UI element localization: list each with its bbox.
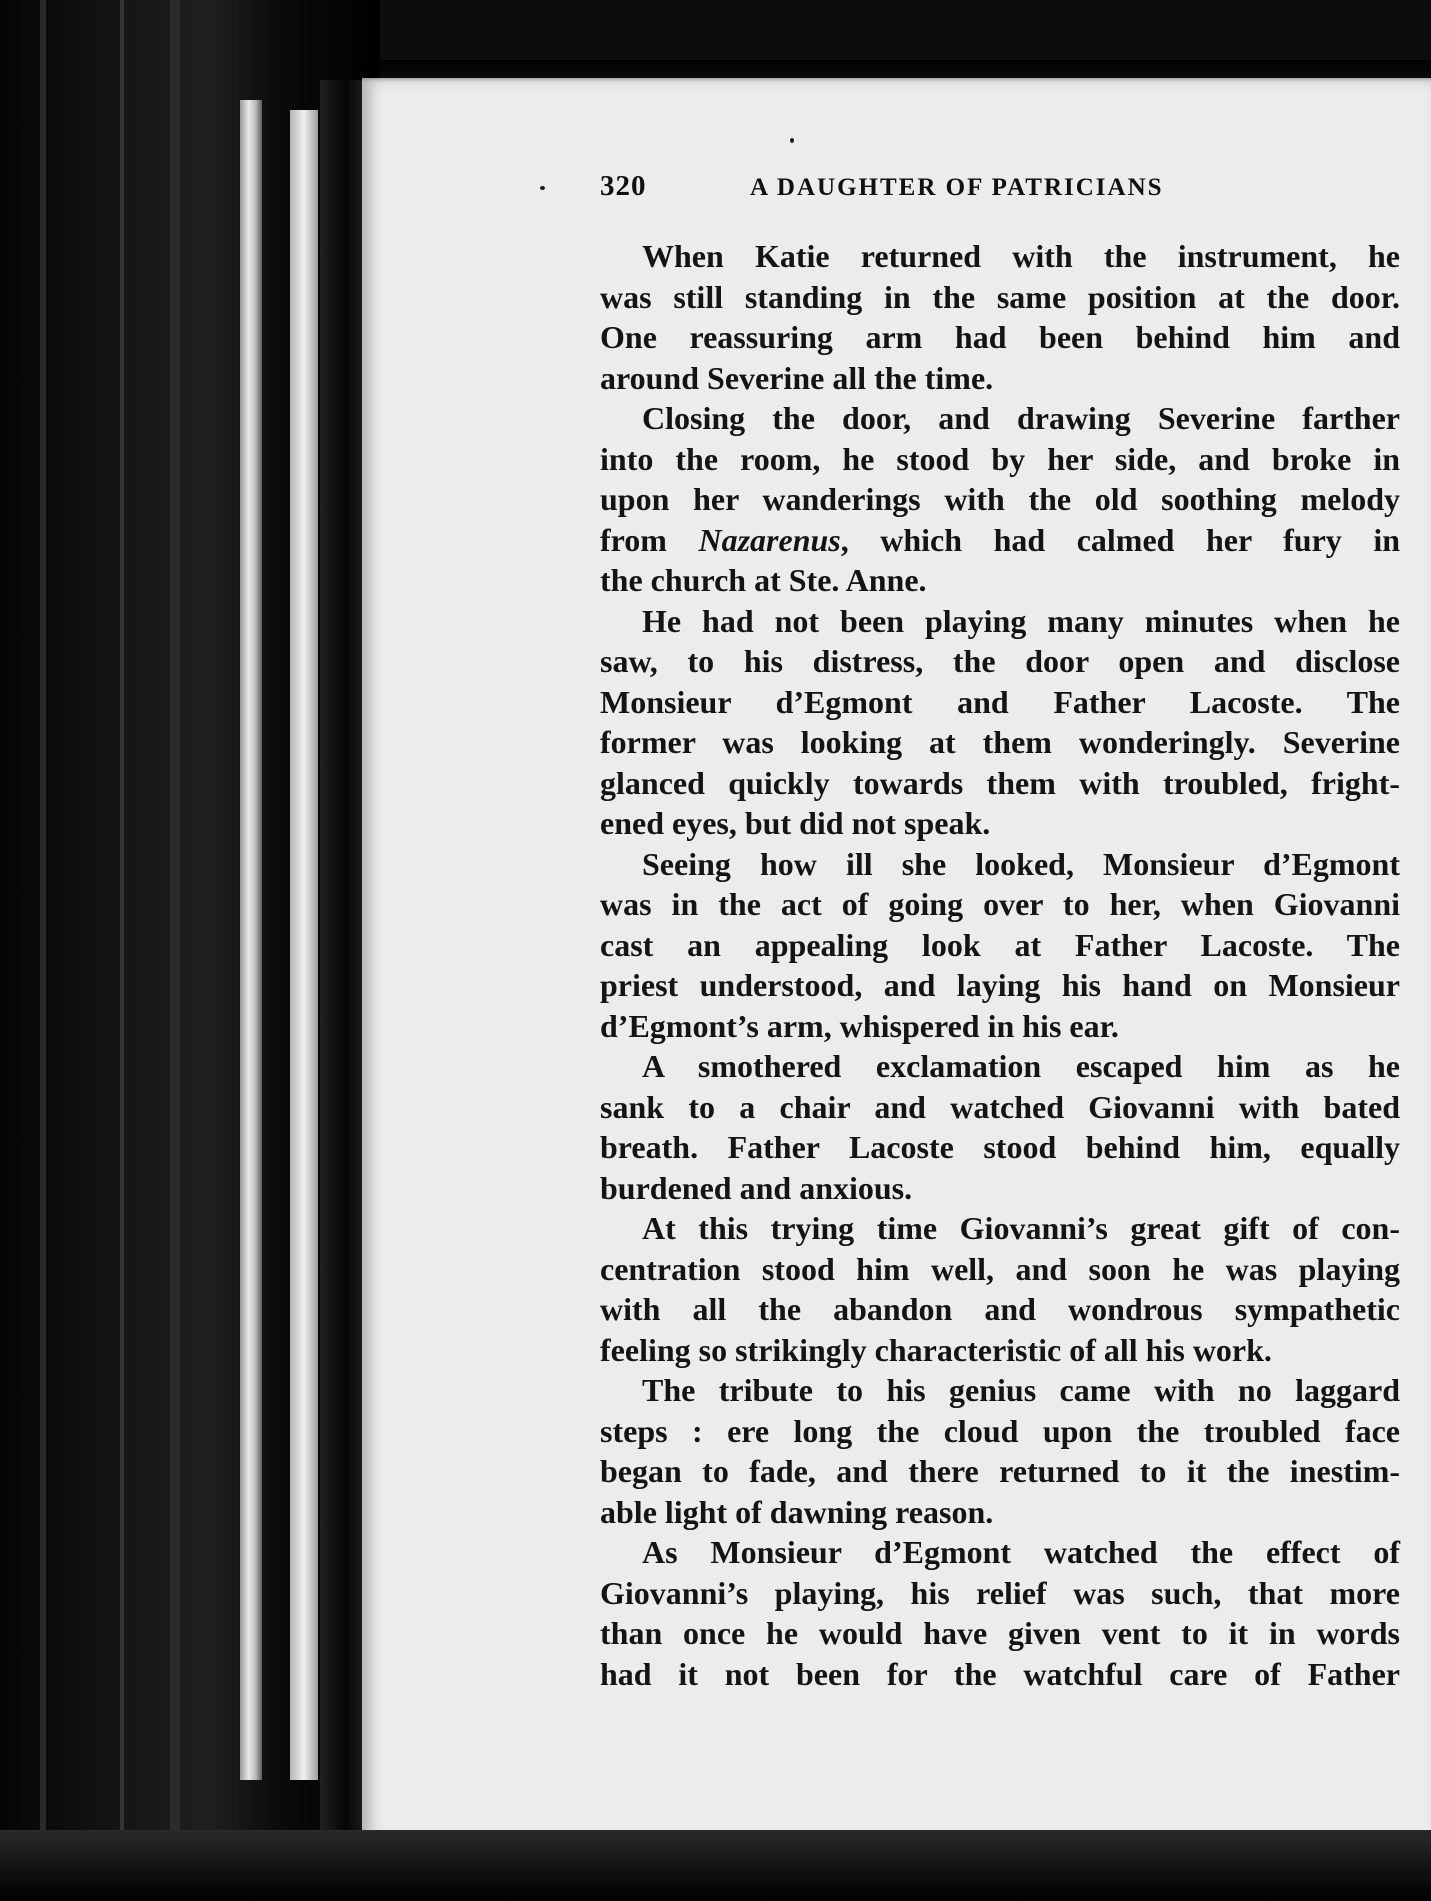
running-head xyxy=(600,170,1240,203)
text-line: steps : ere long the cloud upon the troubled face xyxy=(600,1412,1400,1449)
spine-streak xyxy=(120,0,124,1901)
text-line: priest understood, and laying his hand on Monsieur xyxy=(600,967,1400,1003)
text-line: cast an appealing look at Father Lacoste. The xyxy=(600,926,1400,963)
italic-title: Nazarenus xyxy=(698,521,841,558)
text-line: with all the abandon and wondrous sympathetic xyxy=(600,1291,1400,1327)
text-line: Monsieur d’Egmont and Father Lacoste. The xyxy=(600,683,1400,720)
paragraph xyxy=(600,236,1400,398)
page-edges-right xyxy=(290,110,318,1780)
text-line: than once he would have given vent to it in words xyxy=(600,1615,1400,1651)
spine-streak xyxy=(40,0,46,1901)
text-line: Giovanni’s playing, his relief was such, that more xyxy=(600,1574,1400,1611)
text-line: centration stood him well, and soon he was playing xyxy=(600,1250,1400,1287)
text-line: the church at Ste. Anne. xyxy=(600,562,927,598)
paragraph xyxy=(600,1532,1400,1694)
text-line: sank to a chair and watched Giovanni with bated xyxy=(600,1088,1400,1125)
text-line: former was looking at them wonderingly. Severine xyxy=(600,724,1400,760)
book-title: A DAUGHTER OF PATRICIANS xyxy=(750,174,1164,201)
text-line: had it not been for the watchful care of Father xyxy=(600,1655,1400,1692)
text-line: was in the act of going over to her, when Giovanni xyxy=(600,886,1400,922)
text-line: burdened and anxious. xyxy=(600,1169,913,1206)
gutter-shadow xyxy=(320,80,362,1840)
text-line: The tribute to his genius came with no laggard xyxy=(642,1372,1400,1408)
paragraph xyxy=(600,1208,1400,1370)
text-line: into the room, he stood by her side, and broke in xyxy=(600,440,1400,477)
text-line: saw, to his distress, the door open and disclose xyxy=(600,643,1400,679)
text-line: from Nazarenus, which had calmed her fury in xyxy=(600,521,1401,558)
text-line: around Severine all the time. xyxy=(600,359,994,396)
text-line: began to fade, and there returned to it the inestim- xyxy=(600,1453,1400,1489)
text-line: ened eyes, but did not speak. xyxy=(600,805,991,841)
text-line: feeling so strikingly characteristic of all his work. xyxy=(600,1331,1272,1368)
text-line: Closing the door, and drawing Severine farther xyxy=(642,400,1400,436)
paragraph xyxy=(600,1370,1400,1532)
text-line: Seeing how ill she looked, Monsieur d’Egmont xyxy=(642,845,1400,882)
paragraph xyxy=(600,844,1400,1047)
text-line: He had not been playing many minutes when he xyxy=(642,602,1400,639)
spine-streak xyxy=(170,0,180,1901)
page-number: 320 xyxy=(600,170,647,202)
text-line: As Monsieur d’Egmont watched the effect of xyxy=(642,1534,1400,1570)
top-edge-shadow xyxy=(360,60,1431,82)
paragraph xyxy=(600,398,1400,601)
text-line: A smothered exclamation escaped him as he xyxy=(642,1048,1400,1084)
text-line: able light of dawning reason. xyxy=(600,1493,994,1530)
text-line: breath. Father Lacoste stood behind him, equally xyxy=(600,1129,1400,1165)
text-line: One reassuring arm had been behind him and xyxy=(600,319,1400,355)
body-text xyxy=(600,236,1400,1694)
paragraph xyxy=(600,601,1400,844)
text-line: At this trying time Giovanni’s great gift of con- xyxy=(642,1210,1400,1246)
paragraph xyxy=(600,1046,1400,1208)
dust-speck xyxy=(540,186,545,190)
text-line: d’Egmont’s arm, whispered in his ear. xyxy=(600,1007,1119,1044)
page-edges-left xyxy=(240,100,262,1780)
text-line: When Katie returned with the instrument, he xyxy=(642,238,1400,274)
dust-speck xyxy=(790,138,794,143)
text-line: was still standing in the same position at the door. xyxy=(600,278,1400,315)
text-line: upon her wanderings with the old soothing melody xyxy=(600,481,1400,517)
text-line: glanced quickly towards them with troubled, fright- xyxy=(600,764,1400,801)
bottom-edge-shadow xyxy=(0,1830,1431,1901)
